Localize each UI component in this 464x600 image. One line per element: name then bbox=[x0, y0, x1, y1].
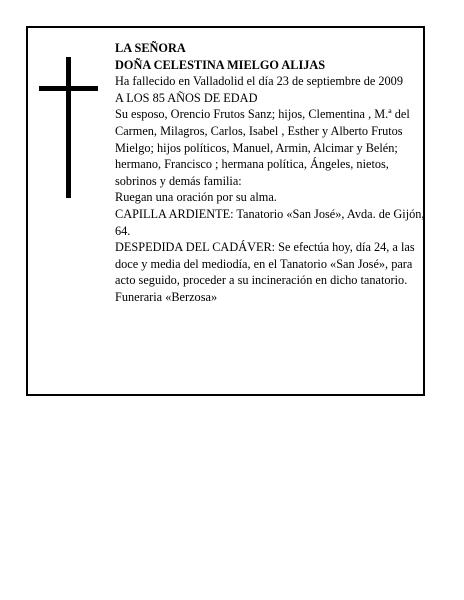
cross-horizontal-bar bbox=[39, 86, 98, 91]
obituary-notice bbox=[26, 26, 425, 396]
age-statement: A LOS 85 AÑOS DE EDAD bbox=[115, 90, 258, 105]
family-list: Su esposo, Orencio Frutos Sanz; hijos, Clementina , M.ª del Carmen, Milagros, Carlos, Isabel , Esther y Alberto Frutos Mielgo; hijos políticos, Manuel, Armin, Alcimar y Belén; hermano, Francisco ; hermana política, Ángeles, nietos, sobrinos y demás familia: bbox=[115, 107, 410, 188]
notice-text bbox=[115, 40, 425, 306]
funeral-home: Funeraria «Berzosa» bbox=[115, 289, 218, 304]
chapel-info: CAPILLA ARDIENTE: Tanatorio «San José», Avda. de Gijón, 64. bbox=[115, 206, 425, 238]
death-statement: Ha fallecido en Valladolid el día 23 de septiembre de 2009 bbox=[115, 74, 403, 89]
honorific: LA SEÑORA bbox=[115, 41, 186, 55]
prayer-request: Ruegan una oración por su alma. bbox=[115, 190, 277, 205]
farewell-info: DESPEDIDA DEL CADÁVER: Se efectúa hoy, día 24, a las doce y media del mediodía, en el Tanatorio «San José», para acto seguido, proceder a su incineración en dicho tanatorio. bbox=[115, 240, 415, 288]
deceased-name: DOÑA CELESTINA MIELGO ALIJAS bbox=[115, 57, 326, 72]
cross-vertical-bar bbox=[66, 57, 71, 198]
